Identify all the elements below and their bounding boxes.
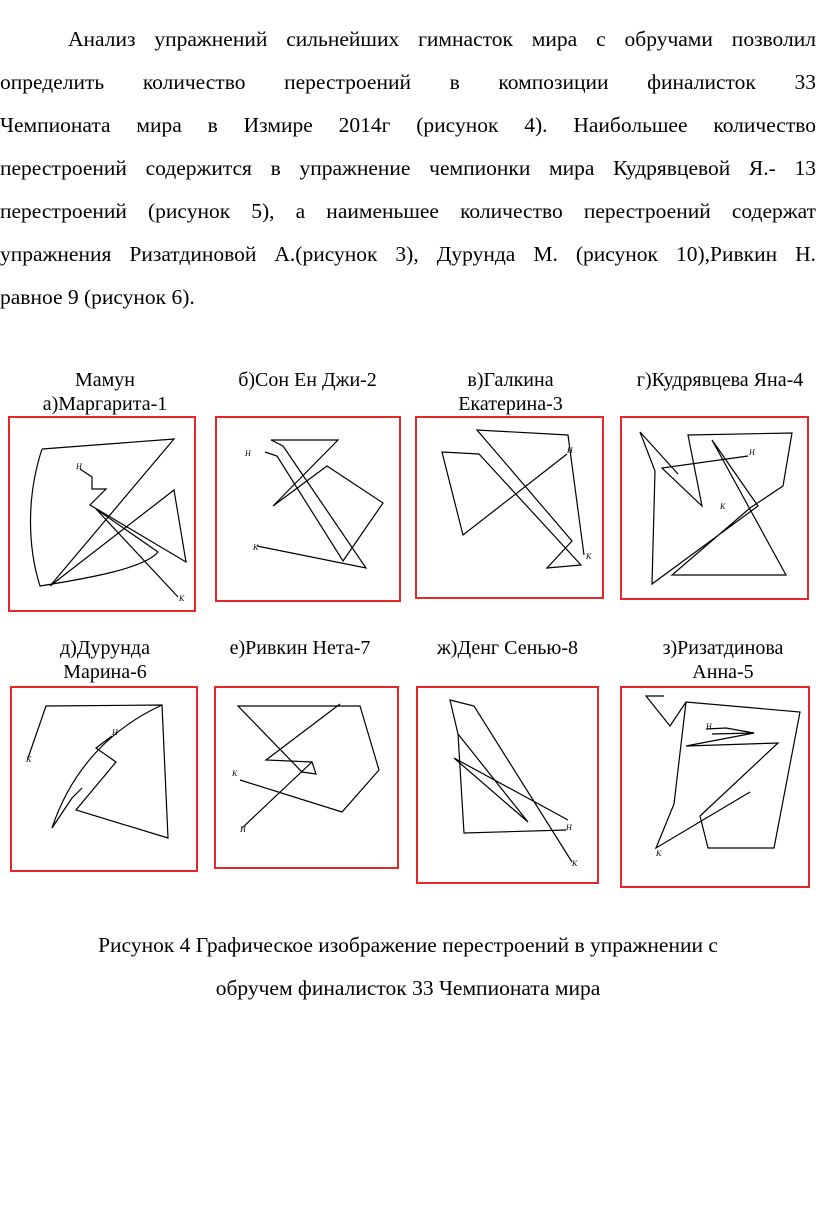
figure-b (215, 416, 401, 602)
figure-caption-line: Рисунок 4 Графическое изображение перестроений в упражнении с (98, 933, 718, 957)
body-paragraph (0, 18, 816, 319)
paragraph-line: упражнения Ризатдиновой А.(рисунок 3), Дурунда М. (рисунок 10),Ривкин Н. (0, 242, 816, 266)
caption-line: б)Сон Ен Джи-2 (238, 369, 377, 391)
caption-line: Мамун (74, 369, 136, 391)
figure-f (214, 686, 399, 869)
figure-caption-g (410, 636, 605, 660)
figure-h (620, 686, 810, 888)
trajectory-e (12, 688, 196, 870)
figure-caption-e (20, 636, 190, 684)
start-label: Н (240, 825, 246, 834)
figure-a (8, 416, 196, 612)
caption-line: з)Ризатдинова (662, 637, 784, 659)
figure-caption-a (20, 368, 190, 416)
start-label: Н (76, 462, 82, 471)
caption-line: г)Кудрявцева Яна-4 (636, 369, 804, 391)
paragraph-line: равное 9 (рисунок 6). (0, 285, 195, 309)
start-label: Н (567, 446, 573, 455)
figure-caption-line: обручем финалисток 33 Чемпионата мира (215, 976, 601, 1000)
caption-line: д)Дурунда (60, 637, 150, 659)
trajectory-g (418, 688, 597, 882)
figure-c (415, 416, 604, 599)
end-label: К (572, 859, 578, 868)
trajectory-a (10, 418, 194, 610)
trajectory-d (622, 418, 807, 598)
end-label: К (26, 755, 32, 764)
end-label: К (179, 594, 185, 603)
end-label: К (253, 543, 259, 552)
paragraph-line: перестроений (рисунок 5), а наименьшее количество перестроений содержат (0, 199, 816, 223)
figure-caption-d (624, 368, 816, 392)
trajectory-b (217, 418, 399, 600)
figure-caption-h (630, 636, 816, 684)
caption-line: Анна-5 (692, 661, 754, 683)
trajectory-c (417, 418, 602, 597)
paragraph-line: Анализ упражнений сильнейших гимнасток мира с обручами позволил (68, 27, 816, 51)
paragraph-line: Чемпионата мира в Измире 2014г (рисунок 4). Наибольшее количество (0, 113, 816, 137)
end-label: К (656, 849, 662, 858)
start-label: Н (566, 823, 572, 832)
figure-caption-f (205, 636, 395, 660)
start-label: Н (706, 722, 712, 731)
caption-line: Марина-6 (63, 661, 147, 683)
paragraph-line: перестроений содержится в упражнение чемпионки мира Кудрявцевой Я.- 13 (0, 156, 816, 180)
start-label: Н (112, 728, 118, 737)
caption-line: в)Галкина (467, 369, 554, 391)
figure-e (10, 686, 198, 872)
end-label: К (720, 502, 726, 511)
paragraph-line: определить количество перестроений в композиции финалисток 33 (0, 70, 816, 94)
trajectory-h (622, 688, 808, 886)
caption-line: ж)Денг Сенью-8 (436, 637, 579, 659)
figure-caption-b (215, 368, 400, 392)
caption-line: а)Маргарита-1 (42, 393, 168, 415)
end-label: К (232, 769, 238, 778)
figure-d (620, 416, 809, 600)
start-label: Н (749, 448, 755, 457)
caption-line: е)Ривкин Нета-7 (229, 637, 371, 659)
end-label: К (586, 552, 592, 561)
figure-g (416, 686, 599, 884)
figure-caption-title (0, 924, 816, 1010)
figure-caption-c (418, 368, 603, 416)
caption-line: Екатерина-3 (458, 393, 563, 415)
start-label: Н (245, 449, 251, 458)
trajectory-f (216, 688, 397, 867)
